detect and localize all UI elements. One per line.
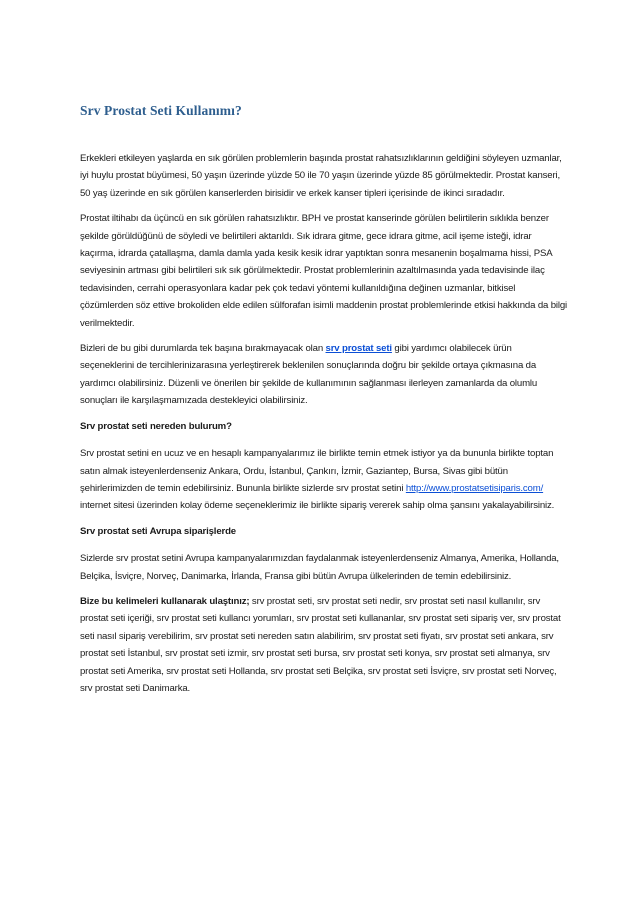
document-title: Srv Prostat Seti Kullanımı? bbox=[80, 103, 242, 118]
paragraph-where-to-buy bbox=[80, 445, 568, 515]
paragraph-europe-orders: Sizlerde srv prostat setini Avrupa kampanyalarımızdan faydalanmak isteyenlerdenseniz Almanya, Amerika, Hollanda, Belçika, İsviçre, Norveç, Danimarka, İrlanda, Fransa gibi bütün Avrupa ülkelerinden de temin edebilirsiniz. bbox=[80, 553, 559, 582]
paragraph-keywords bbox=[80, 593, 568, 697]
paragraph-product bbox=[80, 340, 568, 410]
keywords-label: Bize bu kelimeleri kullanarak ulaştınız; bbox=[80, 595, 250, 607]
document-body bbox=[80, 150, 568, 705]
paragraph-where-to-buy-text-end: internet sitesi üzerinden kolay ödeme seçeneklerimiz ile birlikte sipariş vererek sahip olma şansını yakalayabilirsiniz. bbox=[80, 500, 555, 512]
srv-prostat-seti-link[interactable]: srv prostat seti bbox=[325, 343, 392, 355]
keywords-list: srv prostat seti, srv prostat seti nedir, srv prostat seti nasıl kullanılır, srv prostat seti içeriği, srv prostat seti kullancı yorumları, srv prostat seti kullananlar, srv prostat seti sipariş ver, srv prostat seti nasıl sipariş verebilirim, srv prostat seti nereden satın alabilirim, srv prostat seti fiyatı, srv prostat seti ankara, srv prostat seti İstanbul, srv prostat seti izmir, srv prostat seti bursa, srv prostat seti konya, srv prostat seti almanya, srv prostat seti Amerika, srv prostat seti Hollanda, srv prostat seti Belçika, srv prostat seti İsviçre, srv prostat seti Norveç, srv prostat seti Danimarka. bbox=[80, 595, 561, 694]
heading-where-to-buy: Srv prostat seti nereden bulurum? bbox=[80, 420, 232, 432]
paragraph-intro: Erkekleri etkileyen yaşlarda en sık görülen problemlerin başında prostat rahatsızlıklarının geldiğini söyleyen uzmanlar, iyi huylu prostat büyümesi, 50 yaşın üzerinde yüzde 50 ile 70 yaşın üzerinde yüzde 85 görülmektedir. Prostat kanseri, 50 yaş üzerinde en sık görülen kanserlerden birisidir ve erkek kanser tipleri içerisinde de ikinci sıradadır. bbox=[80, 153, 562, 199]
paragraph-product-text-start: Bizleri de bu gibi durumlarda tek başına bırakmayacak olan bbox=[80, 343, 326, 355]
paragraph-product-text-end: gibi yardımcı olabilecek ürün seçeneklerini de tercihlerinizarasına yerleştirerek beklenilen sonuçlarında doğru bir şekilde ortaya çıkmasına da yardımcı olabilirsiniz. Düzenli ve önerilen bir şekilde de kullanımının sağlanması ilerleyen zamanlarda da olumlu sonuçları ile karşılaşmamızada destekleyici olabilirsiniz. bbox=[80, 343, 538, 407]
prostatsetisiparis-link[interactable]: http://www.prostatsetisiparis.com/ bbox=[405, 482, 544, 494]
heading-europe-orders: Srv prostat seti Avrupa siparişlerde bbox=[80, 525, 236, 537]
paragraph-where-to-buy-text-start: Srv prostat setini en ucuz ve en hesaplı kampanyalarımız ile birlikte temin etmek istiyor ya da bununla birlikte toptan satın almak isteyenlerdenseniz Ankara, Ordu, İstanbul, Çankırı, İzmir, Gaziantep, Bursa, Sivas gibi bütün şehirlerimizden de temin edebilirsiniz. Bununla birlikte sizlerde srv prostat setini bbox=[80, 448, 554, 494]
paragraph-symptoms: Prostat iltihabı da üçüncü en sık görülen rahatsızlıktır. BPH ve prostat kanserinde görülen belirtilerin sıklıkla benzer şekilde görüldüğünü de söyledi ve belirtileri aktarıldı. Sık idrara gitme, gece idrara gitme, acil işeme isteği, idrar kaçırma, idrarda çatallaşma, damla damla yada kesik kesik idrar yaptıktan sonra mesanenin boşalmama hissi, PSA seviyesinin artması gibi belirtileri sık sık görülmektedir. Prostat problemlerinin azaltılmasında yada tedavisinde ilaç tedavisinden, cerrahi operasyonlara kadar pek çok tedavi yöntemi kullanıldığına değinen uzmanlar, bitkisel çözümlerden söz ettive brokoliden elde edilen sülforafan isimli maddenin prostat problemlerinde etkisi hakkında da bilgi verilmektedir. bbox=[80, 213, 568, 329]
